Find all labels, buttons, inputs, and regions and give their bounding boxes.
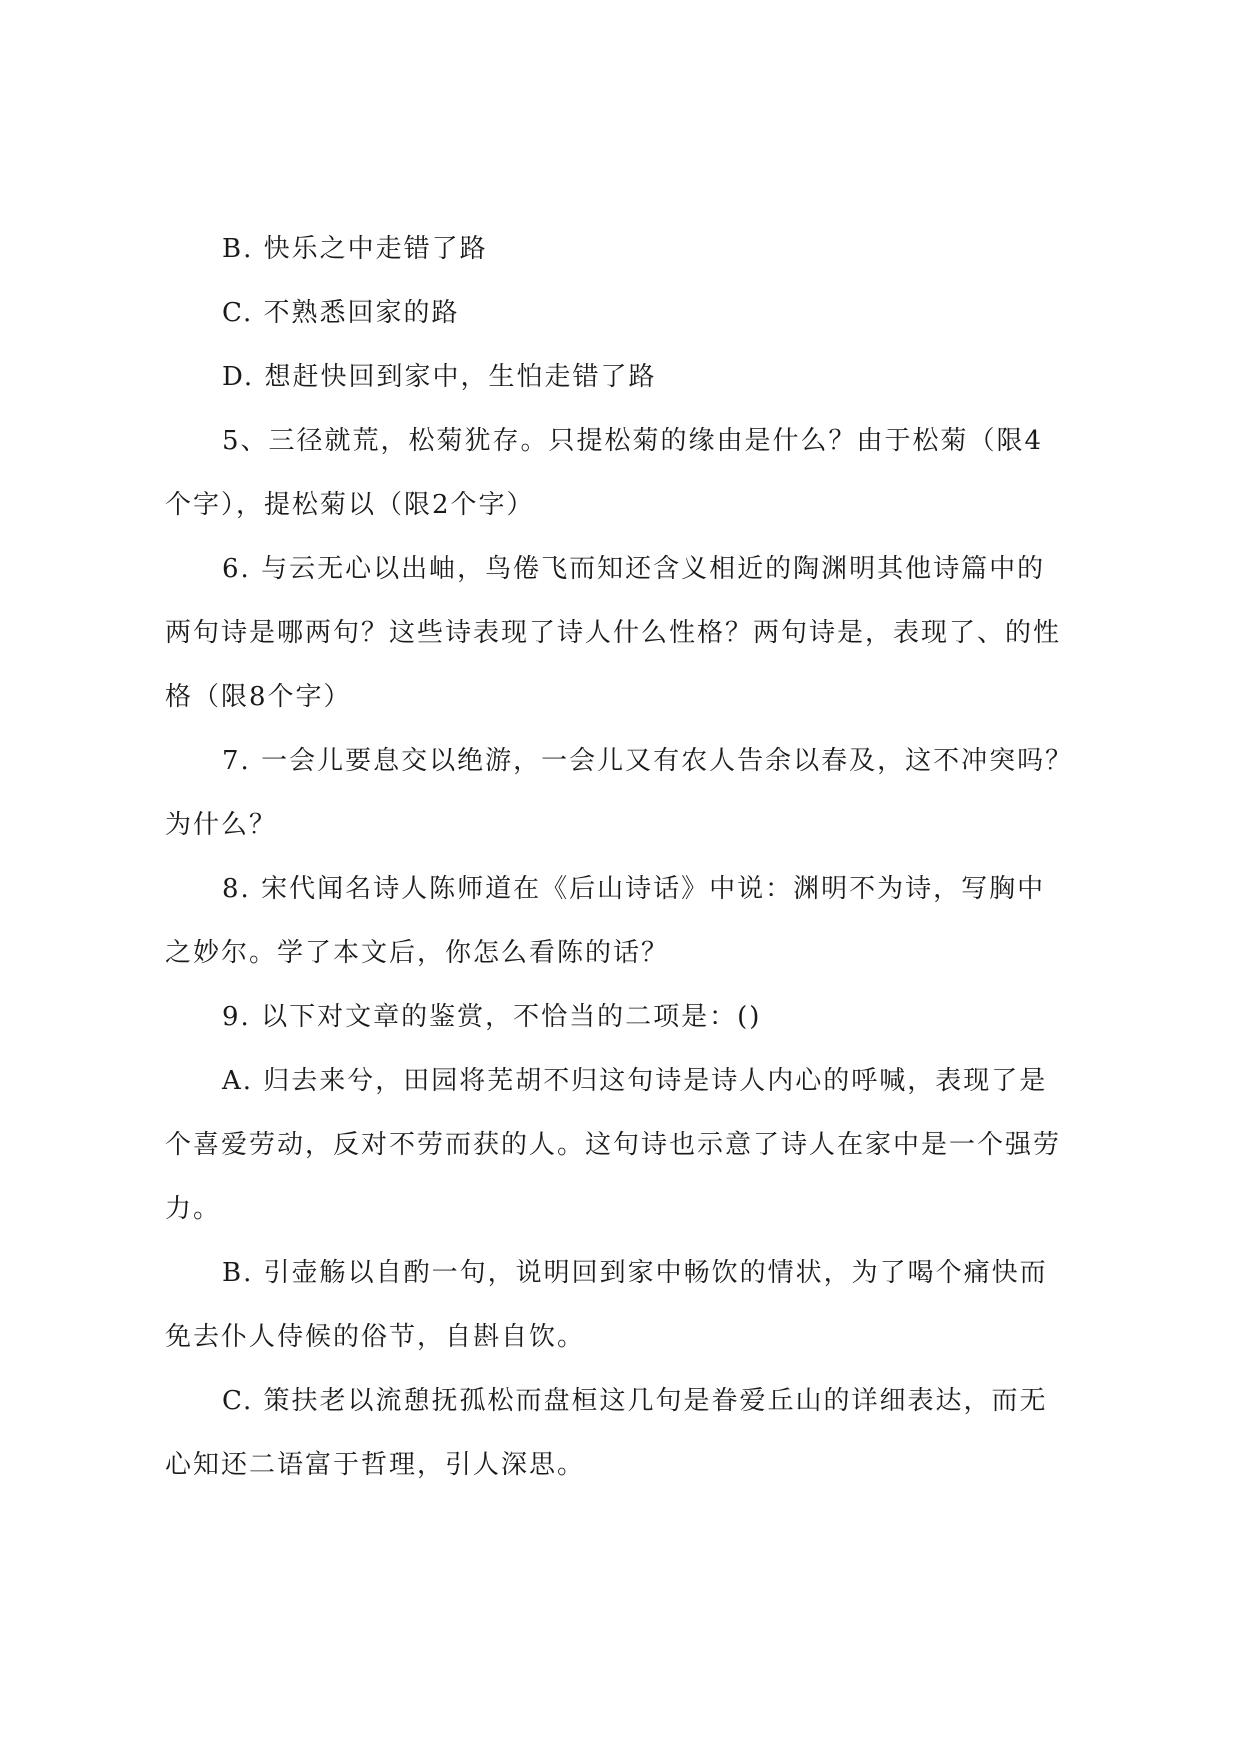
option-d-line: D. 想赶快回到家中，生怕走错了路: [222, 362, 657, 392]
question-5-line-2: 个字），提松菊以（限2个字）: [165, 490, 535, 520]
q9-option-b-line-1: B. 引壶觞以自酌一句，说明回到家中畅饮的情状，为了喝个痛快而: [222, 1258, 1048, 1288]
option-b-line: B. 快乐之中走错了路: [222, 234, 488, 264]
q9-option-b-line-2: 免去仆人侍候的俗节，自斟自饮。: [165, 1322, 586, 1352]
question-8-line-2: 之妙尔。学了本文后，你怎么看陈的话？: [165, 938, 670, 968]
q9-option-a-line-2: 个喜爱劳动，反对不劳而获的人。这句诗也示意了诗人在家中是一个强劳: [165, 1130, 1062, 1160]
question-9-line: 9. 以下对文章的鉴赏，不恰当的二项是：(): [222, 1002, 762, 1032]
question-6-line-1: 6. 与云无心以出岫，鸟倦飞而知还含义相近的陶渊明其他诗篇中的: [222, 554, 1046, 584]
question-7-line-2: 为什么？: [165, 810, 278, 840]
question-7-line-1: 7. 一会儿要息交以绝游，一会儿又有农人告余以春及，这不冲突吗？: [222, 746, 1074, 776]
q9-option-a-line-1: A. 归去来兮，田园将芜胡不归这句诗是诗人内心的呼喊，表现了是: [222, 1066, 1048, 1096]
question-5-line-1: 5、三径就荒，松菊犹存。只提松菊的缘由是什么？由于松菊（限4: [222, 426, 1044, 456]
question-8-line-1: 8. 宋代闻名诗人陈师道在《后山诗话》中说：渊明不为诗，写胸中: [222, 874, 1046, 904]
q9-option-c-line-1: C. 策扶老以流憩抚孤松而盘桓这几句是眷爱丘山的详细表达，而无: [222, 1386, 1048, 1416]
question-6-line-3: 格（限8个字）: [165, 682, 352, 712]
q9-option-a-line-3: 力。: [165, 1194, 222, 1224]
option-c-line: C. 不熟悉回家的路: [222, 298, 460, 328]
q9-option-c-line-2: 心知还二语富于哲理，引人深思。: [165, 1450, 586, 1480]
question-6-line-2: 两句诗是哪两句？这些诗表现了诗人什么性格？两句诗是，表现了、的性: [165, 618, 1062, 648]
